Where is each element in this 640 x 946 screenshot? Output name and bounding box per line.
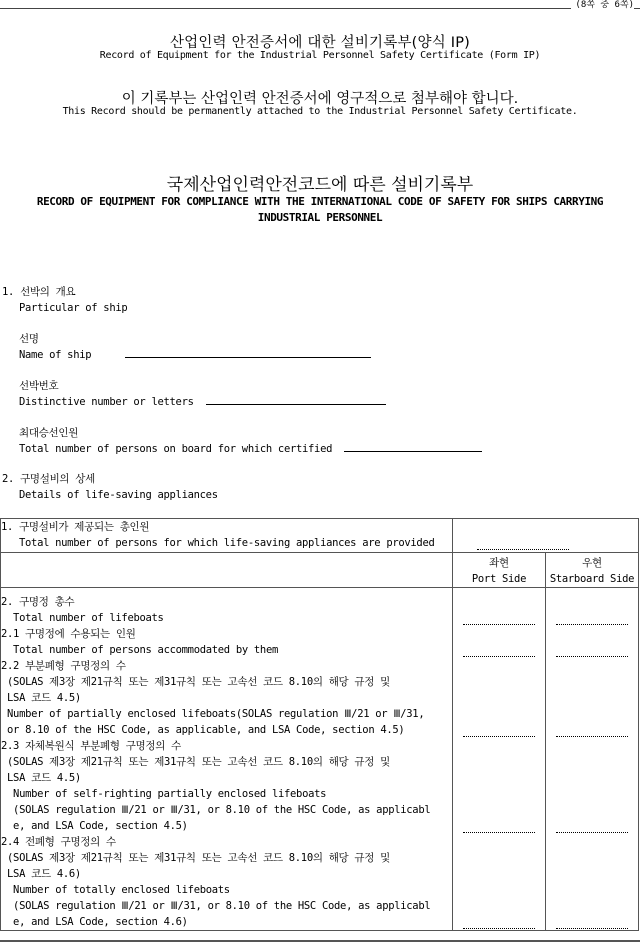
field-label-en: Distinctive number or letters [19, 396, 194, 408]
table-item-line: LSA 코드 4.6) [1, 868, 81, 880]
table-item-line: 2. 구명정 총수 [1, 596, 75, 608]
row1-label-en: Total number of persons for which life-saving appliances are provided [19, 537, 435, 549]
field-label-ko: 선명 [19, 333, 39, 345]
section2-heading [2, 471, 218, 503]
lifesaving-table [0, 518, 639, 931]
table-item-line: (SOLAS 제3장 제21규칙 또는 제31규칙 또는 고속선 코드 8.10의 해당 규정 및 [1, 852, 390, 864]
row1-label-ko: 1. 구명설비가 제공되는 총인원 [1, 521, 150, 533]
table-item-line: 2.2 부분폐형 구명정의 수 [1, 660, 126, 672]
main-title-ko: 국제산업인력안전코드에 따른 설비기록부 [166, 175, 474, 195]
table-item-line: or 8.10 of the HSC Code, as applicable, and LSA Code, section 4.5) [1, 724, 405, 736]
field-label-ko: 선박번호 [19, 380, 59, 392]
row1-value-cell[interactable] [453, 519, 639, 553]
table-item-line: 2.3 자체복원식 부분폐형 구명정의 수 [1, 740, 181, 752]
table-row-total-persons [1, 519, 639, 553]
attach-note-ko: 이 기록부는 산업인력 안전증서에 영구적으로 첨부해야 합니다. [121, 91, 519, 107]
table-item [1, 834, 452, 930]
page-number: (8쪽 중 6쪽) [571, 0, 634, 10]
attach-note-en: This Record should be permanently attached to the Industrial Personnel Safety Certificate. [62, 106, 578, 117]
table-item [1, 594, 452, 626]
port-value-field[interactable] [463, 928, 535, 929]
field-total-persons [19, 425, 482, 457]
table-item [1, 626, 452, 658]
port-value-field[interactable] [463, 656, 535, 657]
table-item-line: (SOLAS 제3장 제21규칙 또는 제31규칙 또는 고속선 코드 8.10의 해당 규정 및 [1, 756, 390, 768]
section2-heading-ko: 2. 구명설비의 상세 [2, 473, 95, 485]
section1-heading [2, 284, 127, 316]
table-item-line: Total number of persons accommodated by them [1, 644, 278, 656]
table-item-line: e, and LSA Code, section 4.6) [1, 916, 188, 928]
starboard-header-ko: 우현 [582, 557, 602, 569]
table-item-line: LSA 코드 4.5) [1, 772, 81, 784]
table-row-lifeboats [1, 588, 639, 931]
field-label-en: Name of ship [19, 349, 92, 361]
main-title-en-line1: RECORD OF EQUIPMENT FOR COMPLIANCE WITH THE INTERNATIONAL CODE OF SAFETY FOR SHIPS CARRYING [36, 195, 604, 208]
main-title-en [0, 194, 640, 226]
table-item-line: Number of partially enclosed lifeboats(SOLAS regulation Ⅲ/21 or Ⅲ/31, [1, 708, 425, 720]
port-header-ko: 좌현 [489, 557, 509, 569]
row1-label [1, 519, 453, 553]
table-item-line: Number of self-righting partially enclosed lifeboats [1, 788, 327, 800]
table-item-line: 2.1 구명정에 수용되는 인원 [1, 628, 136, 640]
section1-heading-en: Particular of ship [19, 302, 128, 314]
form-title-ko: 산업인력 안전증서에 대한 설비기록부(양식 IP) [169, 35, 471, 51]
starboard-side-header [546, 553, 639, 588]
port-value-field[interactable] [463, 832, 535, 833]
port-side-header [453, 553, 546, 588]
table-row-side-headers [1, 553, 639, 588]
table-item [1, 738, 452, 834]
table-item-line: e, and LSA Code, section 4.5) [1, 820, 188, 832]
field-name-of-ship [19, 331, 371, 363]
table-item [1, 658, 452, 738]
field-label-ko: 최대승선인원 [19, 427, 79, 439]
items-label-cell [1, 588, 453, 931]
starboard-value-field[interactable] [556, 928, 628, 929]
header-blank-cell [1, 553, 453, 588]
items-list [1, 594, 452, 930]
port-value-field[interactable] [463, 736, 535, 737]
port-header-en: Port Side [471, 573, 527, 585]
port-value-field[interactable] [463, 624, 535, 625]
total-persons-input[interactable] [344, 441, 482, 452]
starboard-value-field[interactable] [556, 832, 628, 833]
distinctive-number-input[interactable] [206, 394, 386, 405]
starboard-values-cell [546, 588, 639, 931]
field-distinctive-number [19, 378, 386, 410]
starboard-value-field[interactable] [556, 624, 628, 625]
section1-heading-ko: 1. 선박의 개요 [2, 286, 76, 298]
starboard-header-en: Starboard Side [549, 573, 635, 585]
name-of-ship-input[interactable] [125, 347, 371, 358]
table-item-line: 2.4 전폐형 구명정의 수 [1, 836, 116, 848]
row1-value[interactable] [477, 549, 569, 550]
starboard-value-field[interactable] [556, 656, 628, 657]
table-item-line: Total number of lifeboats [1, 612, 164, 624]
field-label-en: Total number of persons on board for which certified [19, 443, 333, 455]
table-item-line: LSA 코드 4.5) [1, 692, 81, 704]
table-item-line: (SOLAS regulation Ⅲ/21 or Ⅲ/31, or 8.10 of the HSC Code, as applicabl [1, 804, 431, 816]
section2-heading-en: Details of life-saving appliances [19, 489, 218, 501]
bottom-rule [0, 940, 640, 942]
form-title-en: Record of Equipment for the Industrial Personnel Safety Certificate (Form IP) [99, 50, 541, 61]
main-title-en-line2: INDUSTRIAL PERSONNEL [257, 211, 383, 224]
top-rule [0, 8, 640, 9]
table-item-line: Number of totally enclosed lifeboats [1, 884, 230, 896]
table-item-line: (SOLAS 제3장 제21규칙 또는 제31규칙 또는 고속선 코드 8.10의 해당 규정 및 [1, 676, 390, 688]
port-values-cell [453, 588, 546, 931]
starboard-value-field[interactable] [556, 736, 628, 737]
table-item-line: (SOLAS regulation Ⅲ/21 or Ⅲ/31, or 8.10 of the HSC Code, as applicabl [1, 900, 431, 912]
